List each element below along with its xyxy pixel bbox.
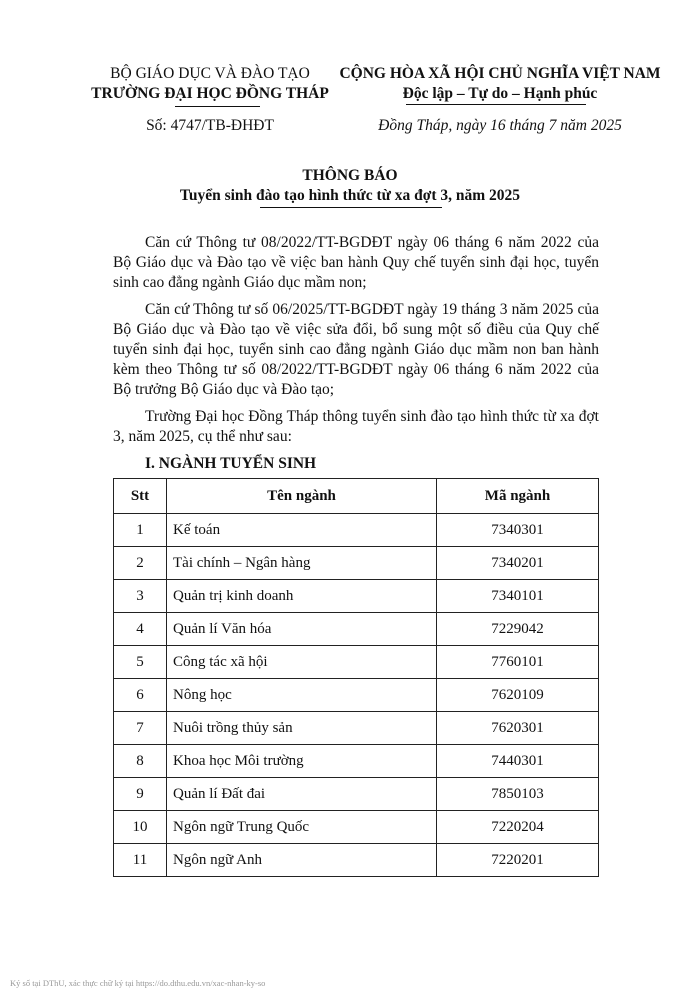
stt-cell: 9: [114, 778, 167, 811]
major-name-cell: Kế toán: [167, 514, 437, 547]
major-name-cell: Nông học: [167, 679, 437, 712]
divider: [406, 104, 586, 105]
table-row: [114, 712, 599, 745]
motto: Độc lập – Tự do – Hạnh phúc: [402, 85, 598, 102]
major-code-cell: 7620109: [437, 679, 599, 712]
paragraph: Căn cứ Thông tư số 06/2025/TT-BGDĐT ngày 19 tháng 3 năm 2025 của Bộ Giáo dục và Đào tạo về việc sửa đổi, bổ sung một số điều của Quy chế tuyển sinh đại học, tuyển sinh cao đẳng ngành Giáo dục mầm non ban hành kèm theo Thông tư số 08/2022/TT-BGDĐT ngày 06 tháng 6 năm 2022 của Bộ trưởng Bộ Giáo dục và Đào tạo;: [113, 301, 599, 398]
major-code-cell: 7620301: [437, 712, 599, 745]
major-code-cell: 7340301: [437, 514, 599, 547]
stt-cell: 3: [114, 580, 167, 613]
stt-cell: 5: [114, 646, 167, 679]
stt-cell: 1: [114, 514, 167, 547]
paragraph: Trường Đại học Đồng Tháp thông tuyển sinh đào tạo hình thức từ xa đợt 3, năm 2025, cụ thể như sau:: [113, 408, 599, 445]
major-name-cell: Nuôi trồng thủy sản: [167, 712, 437, 745]
major-name-cell: Tài chính – Ngân hàng: [167, 547, 437, 580]
major-code-cell: 7220204: [437, 811, 599, 844]
school-name: TRƯỜNG ĐẠI HỌC ĐỒNG THÁP: [91, 85, 329, 102]
section-heading: I. NGÀNH TUYỂN SINH: [145, 455, 317, 472]
major-code-cell: 7340101: [437, 580, 599, 613]
header-stt: Stt: [114, 479, 167, 514]
digital-signature-note: Ký số tại DThU, xác thực chữ ký tại https://do.dthu.edu.vn/xac-nhan-ky-so: [10, 978, 266, 988]
header-right: [300, 64, 700, 104]
table-row: [114, 811, 599, 844]
major-name-cell: Ngôn ngữ Trung Quốc: [167, 811, 437, 844]
table-row: [114, 580, 599, 613]
table-header-row: [114, 479, 599, 514]
table-row: [114, 514, 599, 547]
document-body: [113, 233, 599, 877]
major-name-cell: Quản lí Văn hóa: [167, 613, 437, 646]
table-row: [114, 778, 599, 811]
major-code-cell: 7229042: [437, 613, 599, 646]
header-major-code: Mã ngành: [437, 479, 599, 514]
stt-cell: 6: [114, 679, 167, 712]
nation-name: CỘNG HÒA XÃ HỘI CHỦ NGHĨA VIỆT NAM: [339, 65, 661, 82]
major-name-cell: Khoa học Môi trường: [167, 745, 437, 778]
stt-cell: 7: [114, 712, 167, 745]
table-row: [114, 547, 599, 580]
table-row: [114, 646, 599, 679]
stt-cell: 11: [114, 844, 167, 877]
major-name-cell: Ngôn ngữ Anh: [167, 844, 437, 877]
stt-cell: 2: [114, 547, 167, 580]
table-row: [114, 679, 599, 712]
header-major-name: Tên ngành: [167, 479, 437, 514]
major-name-cell: Quản trị kinh doanh: [167, 580, 437, 613]
ministry-name: BỘ GIÁO DỤC VÀ ĐÀO TẠO: [110, 65, 310, 82]
table-row: [114, 745, 599, 778]
major-code-cell: 7220201: [437, 844, 599, 877]
major-code-cell: 7440301: [437, 745, 599, 778]
stt-cell: 10: [114, 811, 167, 844]
stt-cell: 8: [114, 745, 167, 778]
major-code-cell: 7850103: [437, 778, 599, 811]
divider: [175, 106, 260, 107]
document-number: Số: 4747/TB-ĐHĐT: [146, 117, 274, 134]
table-row: [114, 613, 599, 646]
majors-table: [113, 478, 599, 877]
table-row: [114, 844, 599, 877]
document-date: Đồng Tháp, ngày 16 tháng 7 năm 2025: [378, 117, 622, 134]
major-code-cell: 7340201: [437, 547, 599, 580]
document-subtitle: Tuyển sinh đào tạo hình thức từ xa đợt 3, năm 2025: [179, 187, 521, 204]
paragraph: Căn cứ Thông tư 08/2022/TT-BGDĐT ngày 06 tháng 6 năm 2022 của Bộ Giáo dục và Đào tạo về việc ban hành Quy chế tuyển sinh đại học, tuyển sinh cao đẳng ngành Giáo dục mầm non;: [113, 234, 599, 291]
divider: [260, 207, 442, 208]
stt-cell: 4: [114, 613, 167, 646]
major-code-cell: 7760101: [437, 646, 599, 679]
major-name-cell: Quản lí Đất đai: [167, 778, 437, 811]
document-title: THÔNG BÁO: [302, 167, 398, 184]
major-name-cell: Công tác xã hội: [167, 646, 437, 679]
